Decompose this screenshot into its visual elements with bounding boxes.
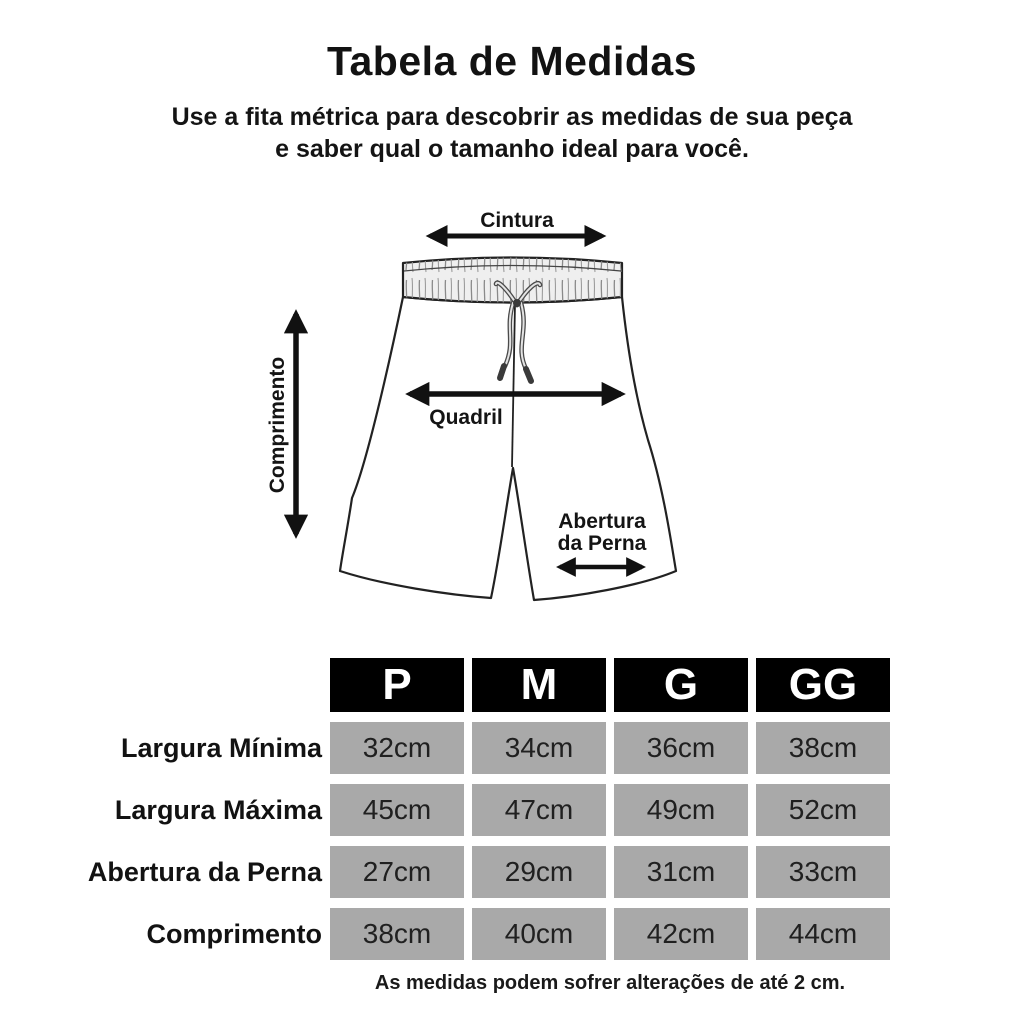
length-label: Comprimento — [266, 356, 289, 494]
drawstring-knot — [513, 299, 521, 307]
table-row — [330, 908, 890, 960]
row-label-largura-maxima: Largura Máxima — [114, 795, 322, 825]
subtitle-line-2: e saber qual o tamanho ideal para você. — [275, 135, 749, 163]
size-table-header-row — [330, 658, 890, 712]
cell-abertura-p: 27cm — [330, 846, 464, 898]
cell-largura-minima-m: 34cm — [472, 722, 606, 774]
size-header-g: G — [614, 658, 748, 712]
cell-comprimento-gg: 44cm — [756, 908, 890, 960]
cell-largura-maxima-p: 45cm — [330, 784, 464, 836]
size-header-m: M — [472, 658, 606, 712]
hip-label: Quadril — [429, 406, 503, 429]
cell-abertura-gg: 33cm — [756, 846, 890, 898]
subtitle-line-1: Use a fita métrica para descobrir as medidas de sua peça — [171, 103, 853, 131]
row-label-comprimento: Comprimento — [146, 919, 322, 949]
table-row — [330, 784, 890, 836]
leg-opening-label-line-2: da Perna — [557, 532, 647, 555]
row-label-abertura-da-perna: Abertura da Perna — [87, 857, 322, 887]
cell-largura-maxima-gg: 52cm — [756, 784, 890, 836]
cell-comprimento-g: 42cm — [614, 908, 748, 960]
waist-label: Cintura — [480, 209, 554, 232]
cell-comprimento-m: 40cm — [472, 908, 606, 960]
size-header-gg: GG — [756, 658, 890, 712]
cell-largura-minima-p: 32cm — [330, 722, 464, 774]
table-row — [330, 722, 890, 774]
row-label-largura-minima: Largura Mínima — [120, 733, 322, 763]
cell-largura-maxima-m: 47cm — [472, 784, 606, 836]
leg-opening-label-line-1: Abertura — [558, 510, 646, 533]
page-title: Tabela de Medidas — [326, 38, 697, 84]
measurement-disclaimer: As medidas podem sofrer alterações de até 2 cm. — [374, 972, 846, 994]
table-row — [330, 846, 890, 898]
cell-largura-maxima-g: 49cm — [614, 784, 748, 836]
cell-largura-minima-gg: 38cm — [756, 722, 890, 774]
cell-abertura-g: 31cm — [614, 846, 748, 898]
cell-abertura-m: 29cm — [472, 846, 606, 898]
cell-comprimento-p: 38cm — [330, 908, 464, 960]
cell-largura-minima-g: 36cm — [614, 722, 748, 774]
size-header-p: P — [330, 658, 464, 712]
